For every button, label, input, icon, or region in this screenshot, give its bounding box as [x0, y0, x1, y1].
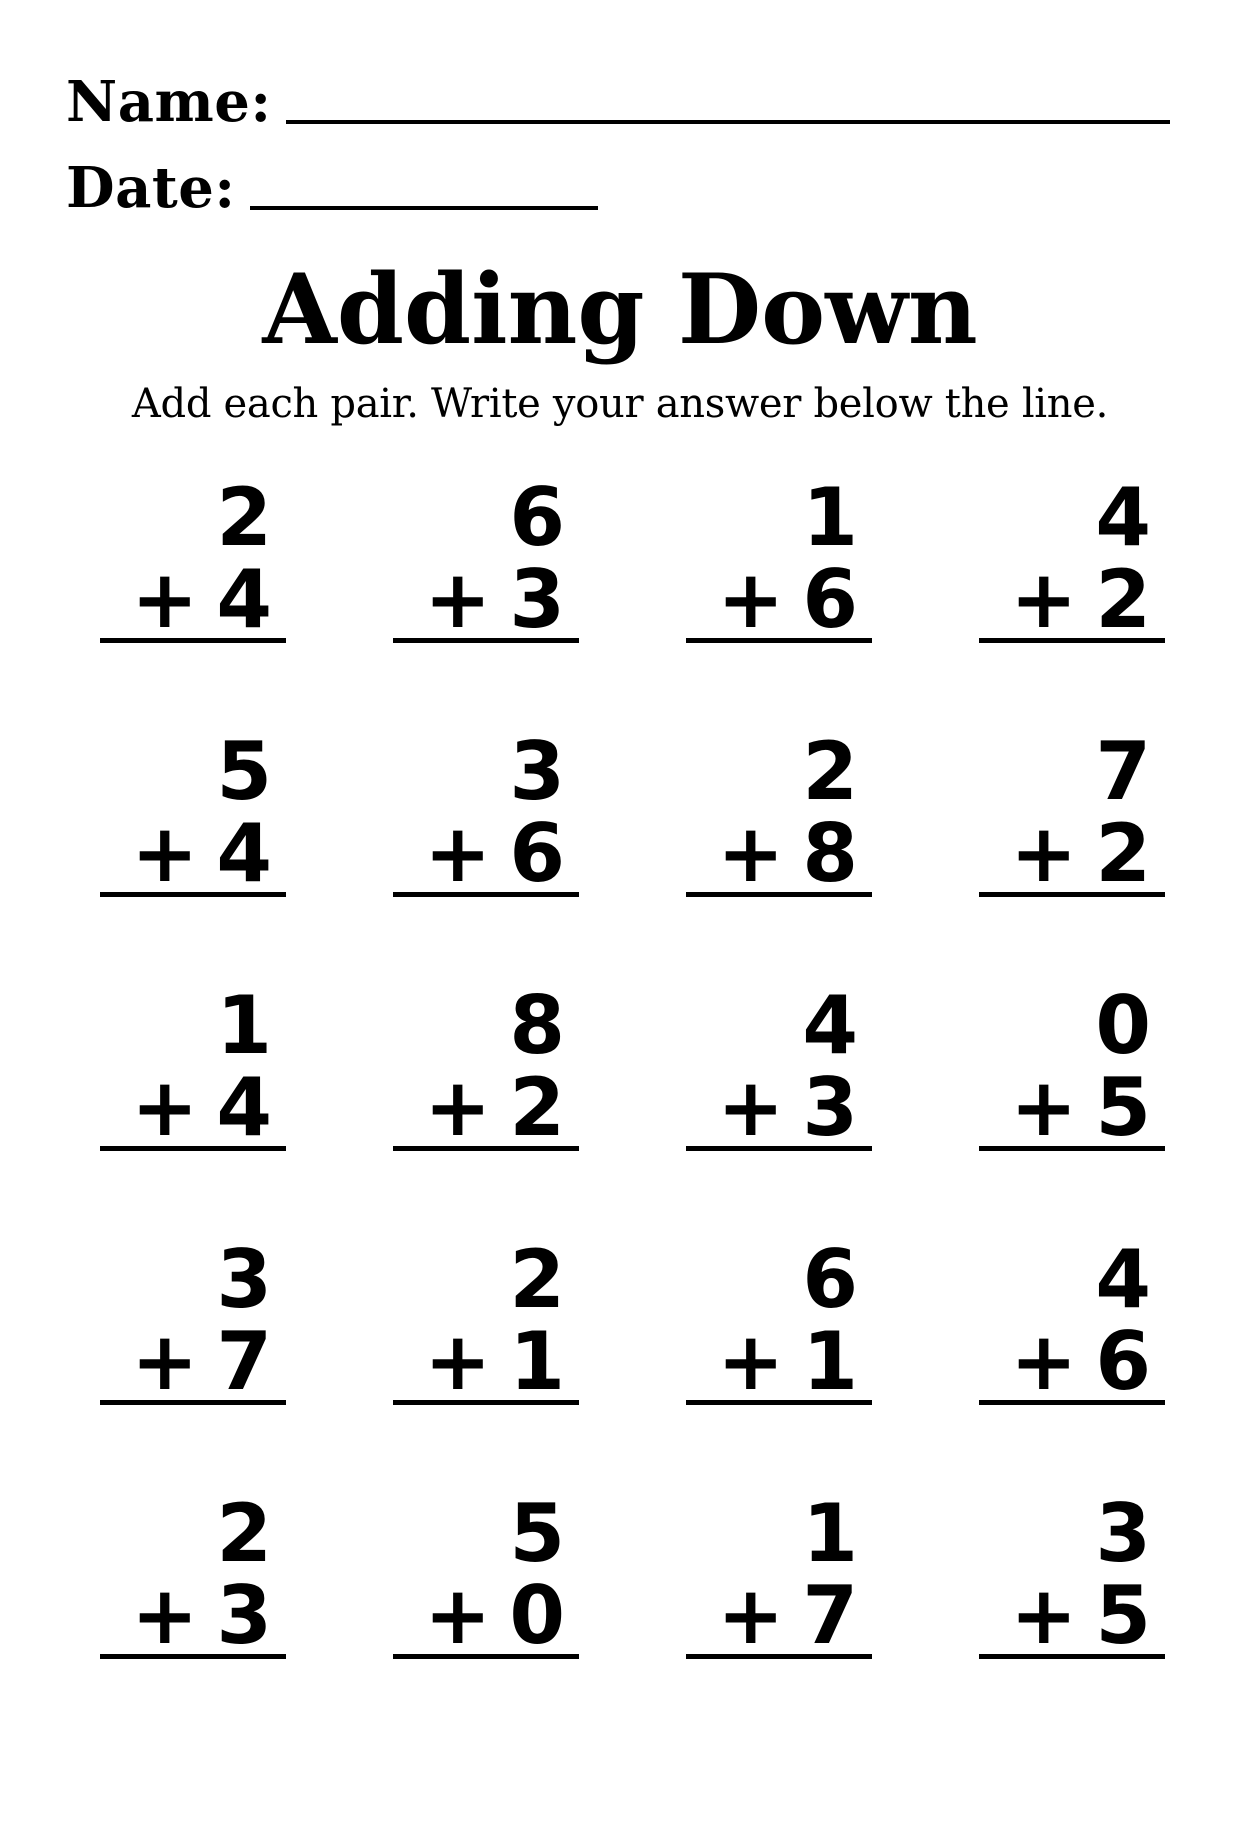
addition-problem [100, 1487, 286, 1662]
top-addend: 1 [802, 1487, 858, 1580]
plus-sign: + [1010, 553, 1078, 646]
bottom-row [131, 1569, 272, 1662]
addition-problem [100, 471, 286, 646]
bottom-row [424, 553, 565, 646]
bottom-row [131, 1061, 272, 1154]
plus-sign: + [1010, 1315, 1078, 1408]
date-field [66, 155, 598, 221]
bottom-row [1010, 553, 1151, 646]
top-addend: 2 [802, 725, 858, 818]
bottom-row [424, 1315, 565, 1408]
answer-line[interactable] [686, 1400, 872, 1405]
plus-sign: + [131, 553, 199, 646]
addition-problem [979, 471, 1165, 646]
date-label: Date: [66, 155, 236, 221]
bottom-addend: 4 [216, 1061, 272, 1154]
top-addend: 1 [802, 471, 858, 564]
plus-sign: + [131, 1569, 199, 1662]
top-addend: 3 [216, 1233, 272, 1326]
answer-line[interactable] [686, 1654, 872, 1659]
bottom-addend: 8 [802, 807, 858, 900]
addition-problem [979, 1233, 1165, 1408]
plus-sign: + [717, 807, 785, 900]
top-addend: 6 [802, 1233, 858, 1326]
top-addend: 7 [1095, 725, 1151, 818]
top-addend: 3 [1095, 1487, 1151, 1580]
answer-line[interactable] [393, 1400, 579, 1405]
name-label: Name: [66, 69, 272, 135]
addition-problem [686, 471, 872, 646]
addition-problem [686, 979, 872, 1154]
addition-problem [686, 725, 872, 900]
top-addend: 5 [509, 1487, 565, 1580]
addition-problem [686, 1233, 872, 1408]
answer-line[interactable] [393, 892, 579, 897]
bottom-addend: 5 [1095, 1061, 1151, 1154]
bottom-row [131, 807, 272, 900]
plus-sign: + [717, 1569, 785, 1662]
plus-sign: + [131, 1061, 199, 1154]
addition-problem [393, 725, 579, 900]
bottom-row [1010, 1569, 1151, 1662]
plus-sign: + [424, 1061, 492, 1154]
bottom-addend: 1 [509, 1315, 565, 1408]
plus-sign: + [717, 553, 785, 646]
addition-problem [979, 725, 1165, 900]
answer-line[interactable] [686, 638, 872, 643]
bottom-addend: 3 [802, 1061, 858, 1154]
addition-problem [393, 979, 579, 1154]
plus-sign: + [131, 807, 199, 900]
plus-sign: + [717, 1061, 785, 1154]
addition-problem [979, 1487, 1165, 1662]
top-addend: 1 [216, 979, 272, 1072]
bottom-row [424, 1061, 565, 1154]
bottom-addend: 6 [802, 553, 858, 646]
top-addend: 4 [802, 979, 858, 1072]
addition-problem [393, 1233, 579, 1408]
bottom-row [424, 1569, 565, 1662]
answer-line[interactable] [393, 1654, 579, 1659]
answer-line[interactable] [393, 638, 579, 643]
bottom-addend: 4 [216, 553, 272, 646]
bottom-row [717, 1569, 858, 1662]
addition-problem [100, 1233, 286, 1408]
answer-line[interactable] [979, 638, 1165, 643]
top-addend: 4 [1095, 1233, 1151, 1326]
plus-sign: + [131, 1315, 199, 1408]
bottom-addend: 6 [1095, 1315, 1151, 1408]
bottom-addend: 7 [216, 1315, 272, 1408]
bottom-addend: 2 [1095, 553, 1151, 646]
top-addend: 2 [216, 471, 272, 564]
bottom-row [1010, 807, 1151, 900]
answer-line[interactable] [100, 1146, 286, 1151]
top-addend: 8 [509, 979, 565, 1072]
answer-line[interactable] [979, 892, 1165, 897]
bottom-addend: 4 [216, 807, 272, 900]
answer-line[interactable] [979, 1146, 1165, 1151]
plus-sign: + [424, 553, 492, 646]
problem-grid [100, 471, 1170, 1662]
date-blank-line[interactable] [250, 206, 598, 210]
bottom-addend: 0 [509, 1569, 565, 1662]
answer-line[interactable] [100, 1654, 286, 1659]
answer-line[interactable] [979, 1400, 1165, 1405]
top-addend: 2 [509, 1233, 565, 1326]
answer-line[interactable] [686, 892, 872, 897]
answer-line[interactable] [393, 1146, 579, 1151]
addition-problem [686, 1487, 872, 1662]
addition-problem [393, 471, 579, 646]
bottom-row [717, 1315, 858, 1408]
bottom-addend: 2 [1095, 807, 1151, 900]
addition-problem [100, 979, 286, 1154]
answer-line[interactable] [100, 1400, 286, 1405]
top-addend: 2 [216, 1487, 272, 1580]
bottom-row [424, 807, 565, 900]
addition-problem [393, 1487, 579, 1662]
name-blank-line[interactable] [286, 120, 1170, 124]
bottom-addend: 2 [509, 1061, 565, 1154]
bottom-row [717, 1061, 858, 1154]
worksheet-instructions: Add each pair. Write your answer below the line. [131, 381, 1109, 427]
bottom-row [131, 553, 272, 646]
bottom-row [131, 1315, 272, 1408]
name-field [66, 69, 1170, 135]
answer-line[interactable] [686, 1146, 872, 1151]
addition-problem [100, 725, 286, 900]
addition-problem [979, 979, 1165, 1154]
bottom-addend: 1 [802, 1315, 858, 1408]
plus-sign: + [424, 1315, 492, 1408]
plus-sign: + [717, 1315, 785, 1408]
bottom-row [717, 553, 858, 646]
worksheet-title: Adding Down [262, 253, 978, 366]
bottom-row [1010, 1315, 1151, 1408]
top-addend: 4 [1095, 471, 1151, 564]
plus-sign: + [1010, 807, 1078, 900]
plus-sign: + [1010, 1569, 1078, 1662]
bottom-row [717, 807, 858, 900]
answer-line[interactable] [100, 638, 286, 643]
plus-sign: + [1010, 1061, 1078, 1154]
bottom-addend: 5 [1095, 1569, 1151, 1662]
bottom-addend: 3 [216, 1569, 272, 1662]
top-addend: 5 [216, 725, 272, 818]
top-addend: 0 [1095, 979, 1151, 1072]
top-addend: 3 [509, 725, 565, 818]
plus-sign: + [424, 807, 492, 900]
bottom-addend: 7 [802, 1569, 858, 1662]
plus-sign: + [424, 1569, 492, 1662]
answer-line[interactable] [100, 892, 286, 897]
bottom-addend: 6 [509, 807, 565, 900]
top-addend: 6 [509, 471, 565, 564]
answer-line[interactable] [979, 1654, 1165, 1659]
bottom-row [1010, 1061, 1151, 1154]
bottom-addend: 3 [509, 553, 565, 646]
